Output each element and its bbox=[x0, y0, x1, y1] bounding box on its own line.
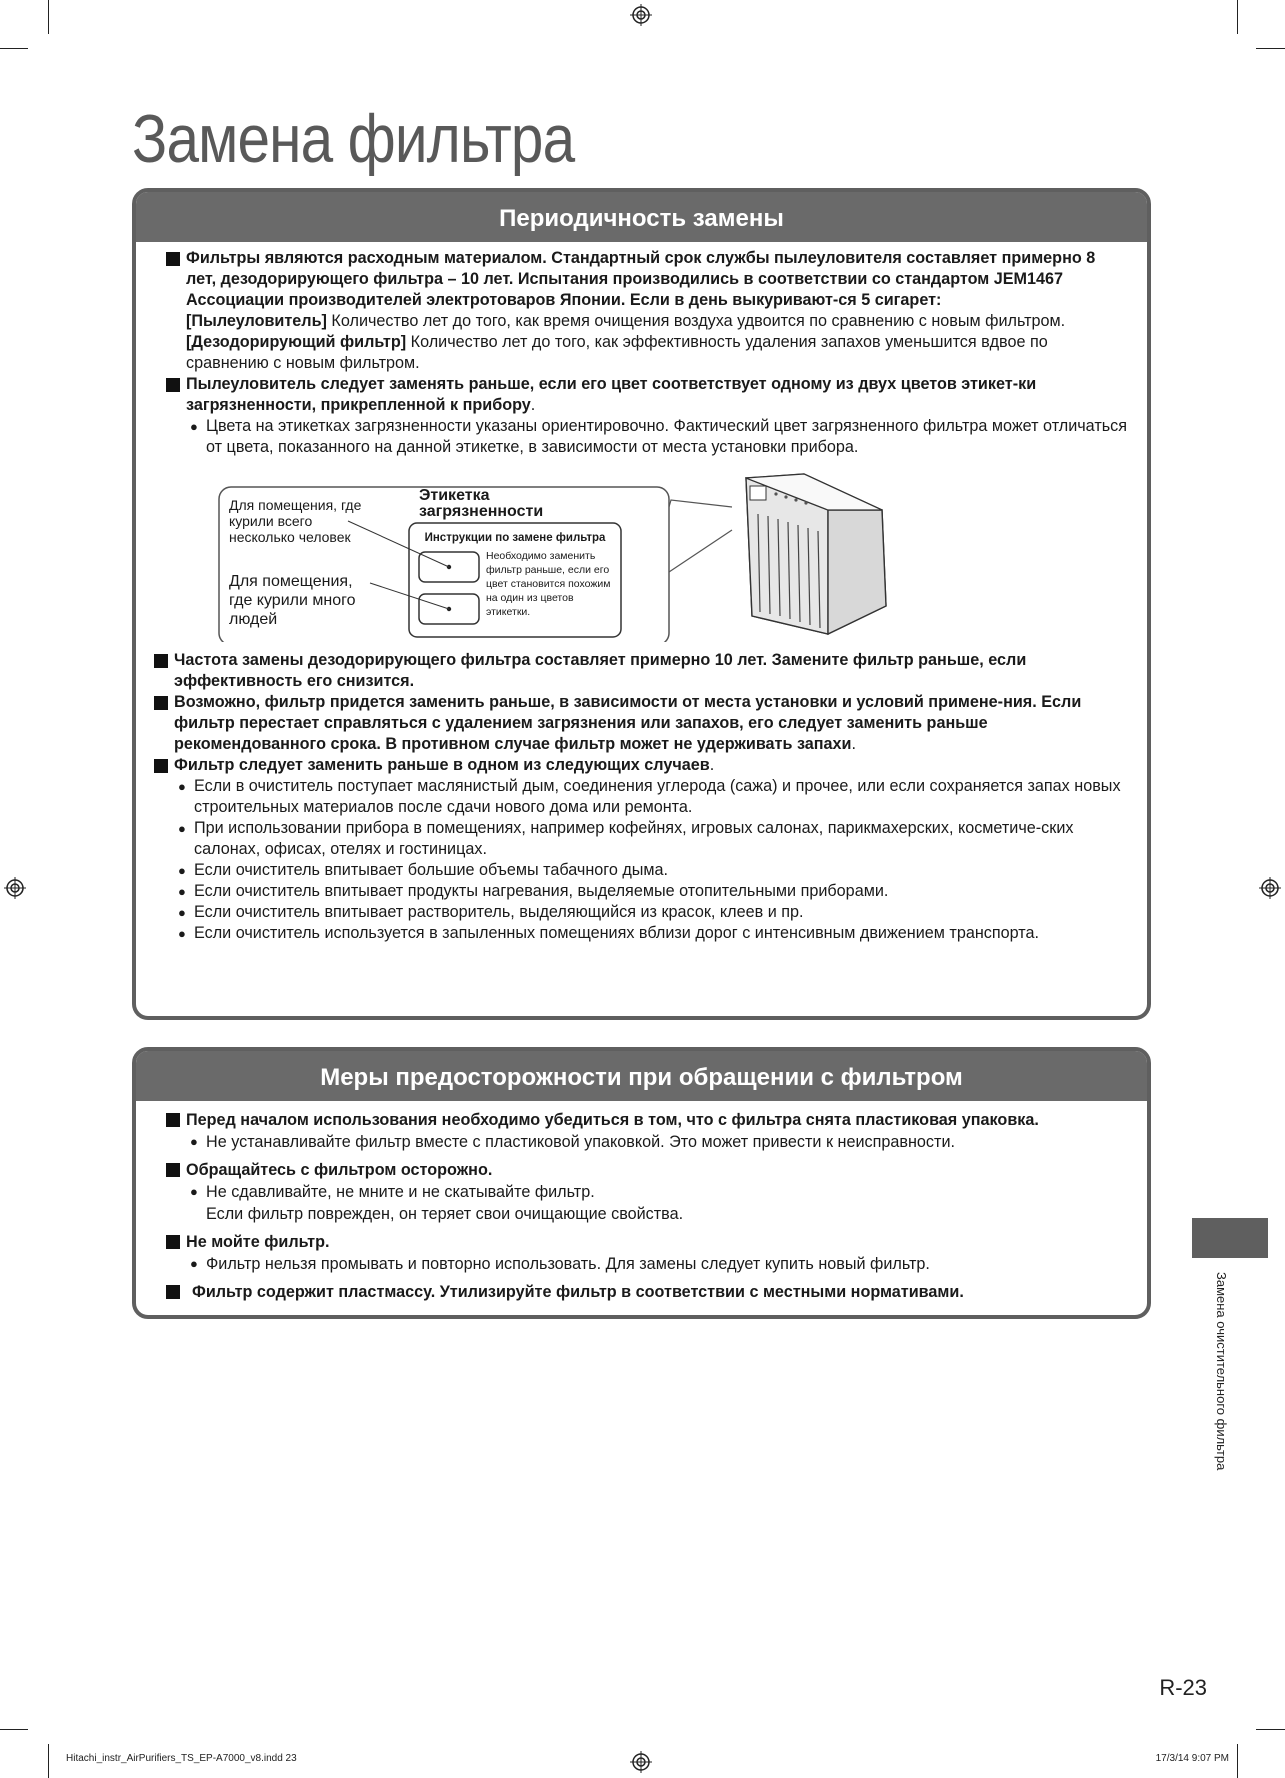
registration-mark-icon bbox=[1259, 877, 1281, 899]
square-bullet-icon bbox=[154, 759, 168, 773]
filter-handling-panel bbox=[132, 1047, 1151, 1319]
crop-mark bbox=[1256, 1729, 1285, 1730]
square-bullet-icon bbox=[166, 252, 180, 266]
case-item: ● Если очиститель впитывает растворитель, выделяющийся из красок, клеев и пр. bbox=[174, 902, 1129, 923]
registration-mark-icon bbox=[630, 1751, 652, 1773]
deodorizing-filter-text: Количество лет до того, как эффективность удаления запахов уменьшится вдвое по сравнению с новым фильтром. bbox=[186, 333, 1048, 372]
section-tab-marker bbox=[1192, 1218, 1268, 1258]
list-item bbox=[166, 248, 1129, 374]
square-bullet-icon bbox=[166, 1163, 180, 1177]
crop-mark bbox=[1237, 1744, 1238, 1778]
bullet-item: ● Фильтр нельзя промывать и повторно использовать. Для замены следует купить новый фильтр. bbox=[186, 1253, 1129, 1275]
dust-filter-note bbox=[186, 311, 1129, 332]
bullet-item: ● Не сдавливайте, не мните и не скатывайте фильтр. bbox=[186, 1181, 1129, 1203]
deodorizing-filter-label: [Дезодорирующий фильтр] bbox=[186, 333, 407, 351]
crop-mark bbox=[1256, 48, 1285, 49]
registration-mark-icon bbox=[4, 877, 26, 899]
footer-timestamp: 17/3/14 9:07 PM bbox=[1155, 1753, 1229, 1764]
case-item: ● Если очиститель используется в запыленных помещениях вблизи дорог с интенсивным движением транспорта. bbox=[174, 923, 1129, 944]
square-bullet-icon bbox=[154, 654, 168, 668]
label-title: Этикетка загрязненности bbox=[419, 487, 544, 520]
callout-line bbox=[669, 500, 732, 507]
square-bullet-icon bbox=[166, 1113, 180, 1127]
crop-mark bbox=[0, 48, 28, 49]
list-item bbox=[154, 755, 1129, 944]
case-item: ● Если очиститель впитывает большие объемы табачного дыма. bbox=[174, 860, 1129, 881]
square-bullet-icon bbox=[166, 1285, 180, 1299]
air-purifier-illustration bbox=[746, 474, 886, 634]
square-bullet-icon bbox=[166, 1235, 180, 1249]
label-many-smokers: Для помещения, где курили много людей bbox=[229, 573, 356, 628]
dust-filter-text: Количество лет до того, как время очищения воздуха удвоится по сравнению с новым фильтром. bbox=[326, 312, 1066, 330]
bullet-item: ● Не устанавливайте фильтр вместе с пластиковой упаковкой. Это может привести к неисправности. bbox=[186, 1131, 1129, 1153]
section-header: Меры предосторожности при обращении с фильтром bbox=[136, 1051, 1147, 1101]
case-item: ● Если в очиститель поступает маслянистый дым, соединения углерода (сажа) и прочее, или если сохраняется запах новых строительных материалов после сдачи нового дома или ремонта. bbox=[174, 776, 1129, 818]
contamination-label-diagram bbox=[166, 464, 1129, 642]
list-item bbox=[166, 1159, 1129, 1225]
list-item bbox=[166, 1109, 1129, 1153]
list-item bbox=[166, 1231, 1129, 1275]
list-item bbox=[166, 1281, 1129, 1303]
label-few-smokers: Для помещения, где курили всего несколько человек bbox=[229, 497, 362, 545]
crop-mark bbox=[0, 1729, 28, 1730]
square-bullet-icon bbox=[154, 696, 168, 710]
side-tab-label: Замена очистительного фильтра bbox=[1214, 1272, 1229, 1471]
deodorizing-filter-note bbox=[186, 332, 1129, 374]
item-text: Возможно, фильтр придется заменить раньше, в зависимости от места установки и условий примене-ния. Если фильтр перестает справляться с удалением загрязнения или запахов, его следует заменить раньше рекомендованного срока. В противном случае фильтр может не удерживать запахи bbox=[174, 693, 1082, 753]
item-text-end: . bbox=[851, 735, 857, 753]
list-item bbox=[154, 650, 1129, 692]
item-text-end: . bbox=[709, 756, 715, 774]
replacement-frequency-panel bbox=[132, 188, 1151, 1020]
square-bullet-icon bbox=[166, 378, 180, 392]
footer-file-name: Hitachi_instr_AirPurifiers_TS_EP-A7000_v8.indd 23 bbox=[66, 1753, 297, 1764]
item-text: Фильтры являются расходным материалом. Стандартный срок службы пылеуловителя составляет примерно 8 лет, дезодорирующего фильтра – 10 лет. Испытания производились в соответствии со стандартом JEM1467 Ассоциации производителей электротоваров Японии. Если в день выкуривают-ся 5 сигарет: bbox=[186, 249, 1096, 309]
page-title: Замена фильтра bbox=[132, 101, 575, 177]
callout-line bbox=[669, 530, 732, 572]
crop-mark bbox=[1237, 0, 1238, 34]
section-body bbox=[136, 242, 1147, 944]
crop-mark bbox=[48, 0, 49, 34]
list-item bbox=[154, 692, 1129, 755]
list-item bbox=[166, 374, 1129, 458]
item-text: Фильтр следует заменить раньше в одном из следующих случаев bbox=[174, 756, 710, 774]
bullet-item: ● Цвета на этикетках загрязненности указаны ориентировочно. Фактический цвет загрязненного фильтра может отличаться от цвета, показанного на данной этикетке, в зависимости от места установки прибора. bbox=[186, 416, 1129, 458]
page-number: R-23 bbox=[1159, 1675, 1207, 1700]
dust-filter-label: [Пылеуловитель] bbox=[186, 312, 327, 330]
item-text: Пылеуловитель следует заменять раньше, если его цвет соответствует одному из двух цветов этикет-ки загрязненности, прикрепленной к прибору bbox=[186, 375, 1037, 414]
item-text: Не мойте фильтр. bbox=[186, 1233, 330, 1251]
case-item: ● При использовании прибора в помещениях, например кофейнях, игровых салонах, парикмахерских, косметиче-ских салонах, офисах, отелях и гостиницах. bbox=[174, 818, 1129, 860]
label-card-header: Инструкции по замене фильтра bbox=[424, 532, 606, 544]
case-item: ● Если очиститель впитывает продукты нагревания, выделяемые отопительными приборами. bbox=[174, 881, 1129, 902]
item-text: Частота замены дезодорирующего фильтра составляет примерно 10 лет. Замените фильтр раньше, если эффективность его снизится. bbox=[174, 651, 1027, 690]
item-text-end: . bbox=[530, 396, 536, 414]
section-body bbox=[136, 1101, 1147, 1303]
registration-mark-icon bbox=[630, 4, 652, 26]
item-text: Обращайтесь с фильтром осторожно. bbox=[186, 1161, 493, 1179]
crop-mark bbox=[48, 1744, 49, 1778]
label-card-note: Необходимо заменить фильтр раньше, если его цвет становится похожим на один из цветов этикетки. bbox=[486, 550, 611, 618]
item-text: Перед началом использования необходимо убедиться в том, что с фильтра снята пластиковая упаковка. bbox=[186, 1111, 1039, 1129]
item-text: Фильтр содержит пластмассу. Утилизируйте фильтр в соответствии с местными нормативами. bbox=[192, 1283, 964, 1301]
bullet-continuation: Если фильтр поврежден, он теряет свои очищающие свойства. bbox=[206, 1205, 684, 1223]
section-header: Периодичность замены bbox=[136, 192, 1147, 242]
